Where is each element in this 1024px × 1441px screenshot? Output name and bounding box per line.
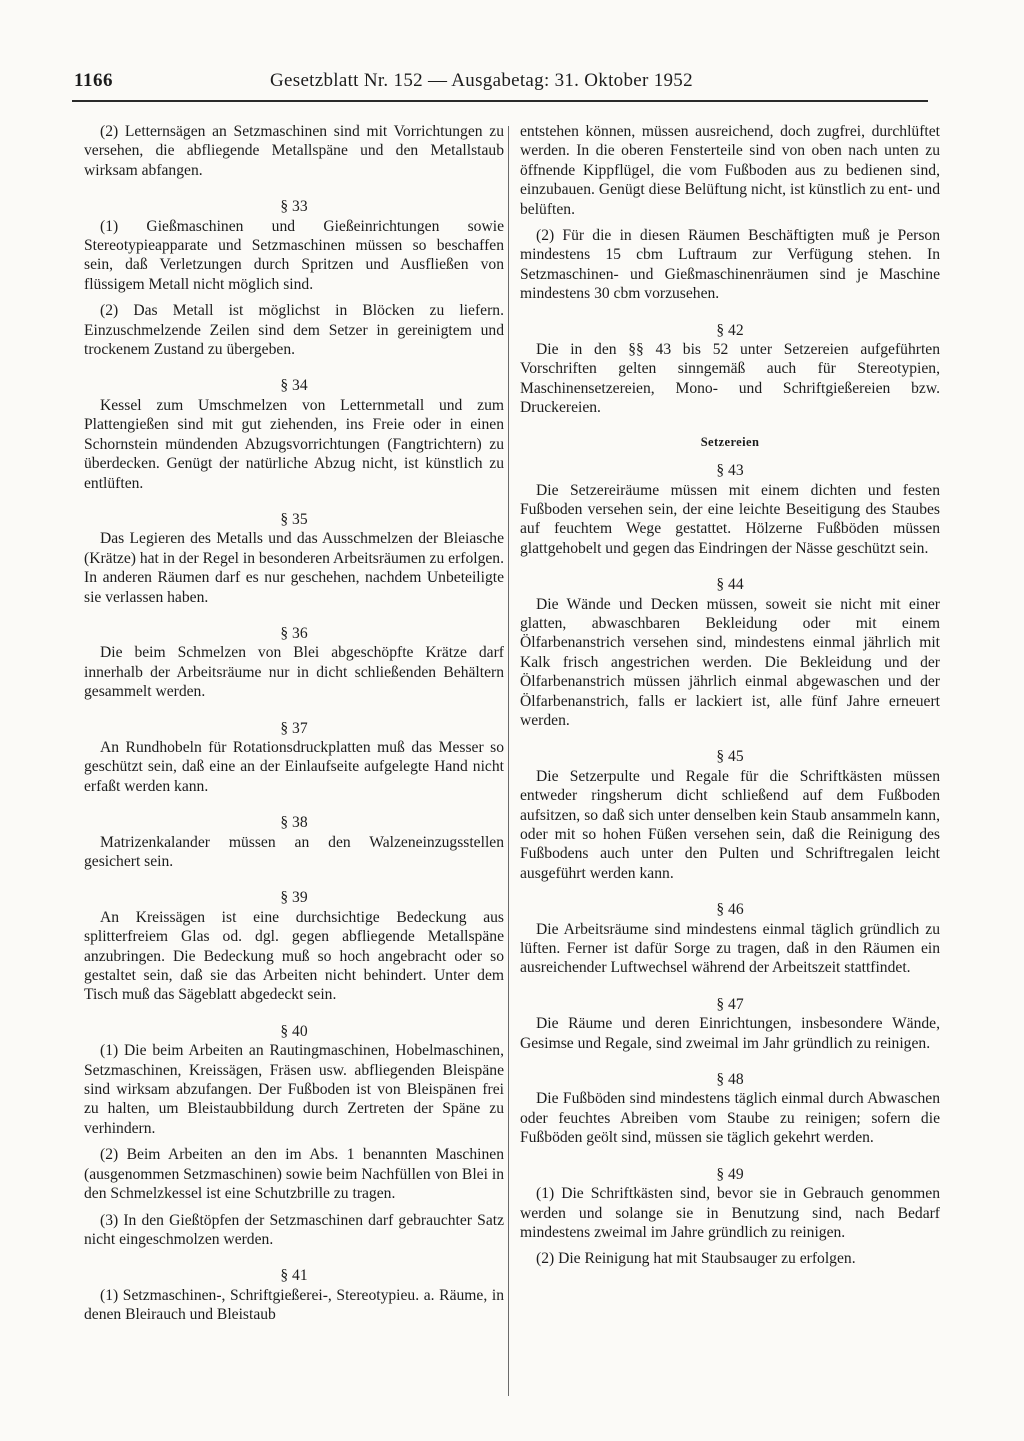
section-heading: § 48 bbox=[716, 1071, 744, 1089]
section-heading: § 49 bbox=[716, 1165, 744, 1183]
subheading: Setzereien bbox=[700, 434, 760, 449]
section-heading: § 47 bbox=[716, 995, 744, 1013]
paragraph: (2) Für die in diesen Räumen Beschäftigten muß je Person mindestens 15 cbm Luftraum zur Verfügung stehen. In Setzmaschinen- und Gießmaschinenräumen sind je Maschine mindestens 30 cbm vorzusehen. bbox=[520, 227, 940, 303]
paragraph: Die beim Schmelzen von Blei abgeschöpfte Krätze darf innerhalb der Arbeitsräume nur in dicht schließenden Behältern gesammelt werden. bbox=[84, 644, 504, 701]
section-heading: § 33 bbox=[280, 198, 308, 216]
left-column bbox=[84, 122, 504, 1325]
section-heading: § 46 bbox=[716, 901, 744, 919]
section-heading: § 37 bbox=[280, 719, 308, 737]
paragraph: entstehen können, müssen ausreichend, doch zugfrei, durchlüftet werden. In die oberen Fensterteile sind von oben nach unten zu öffnende Kippflügel, die vom Fußboden aus zu bedienen sind, einzubauen. Genügt diese Belüftung nicht, ist künstlich zu ent- und belüften. bbox=[520, 123, 940, 218]
paragraph: Die in den §§ 43 bis 52 unter Setzereien aufgeführten Vorschriften gelten sinngemäß auch für Stereotypien, Maschinensetzereien, Mono- und Schriftgießereien bzw. Druckereien. bbox=[520, 341, 940, 417]
paragraph: (1) Setzmaschinen-, Schriftgießerei-, Stereotypieu. a. Räume, in denen Bleirauch und Bleistaub bbox=[84, 1286, 504, 1324]
paragraph: Die Wände und Decken müssen, soweit sie nicht mit einer glatten, abwaschbaren Bekleidung oder mit einem Ölfarbenanstrich versehen sind, mindestens einmal jährlich mit Kalk frisch angestrichen werden. Die Bekleidung und der Ölfarbenanstrich müssen jährlich einmal abgewaschen und der Ölfarbenanstrich, falls er lackiert ist, alle fünf Jahre erneuert werden. bbox=[520, 595, 940, 729]
section-heading: § 34 bbox=[280, 377, 308, 395]
right-column bbox=[520, 122, 940, 1269]
gazette-title: Gesetzblatt Nr. 152 — Ausgabetag: 31. Oktober 1952 bbox=[270, 70, 693, 91]
page-number: 1166 bbox=[74, 70, 113, 91]
paragraph: Die Fußböden sind mindestens täglich einmal durch Abwaschen oder feuchtes Abreiben vom Staube zu reinigen; sofern die Fußböden geölt sind, müssen sie täglich gekehrt werden. bbox=[520, 1090, 940, 1147]
section-heading: § 42 bbox=[716, 321, 744, 339]
paragraph: (2) Letternsägen an Setzmaschinen sind mit Vorrichtungen zu versehen, die abfliegende Metallspäne und den Metallstaub wirksam abfangen. bbox=[84, 123, 504, 179]
section-heading: § 39 bbox=[280, 889, 308, 907]
paragraph: (1) Gießmaschinen und Gießeinrichtungen sowie Stereotypieapparate und Setzmaschinen müssen so beschaffen sein, daß Verletzungen durch Spritzen und Ausfließen von flüssigem Metall nicht möglich sind. bbox=[84, 217, 504, 293]
section-heading: § 36 bbox=[280, 624, 308, 642]
section-heading: § 45 bbox=[716, 748, 744, 766]
column-divider bbox=[508, 126, 509, 1396]
section-heading: § 44 bbox=[716, 576, 744, 594]
paragraph: Die Arbeitsräume sind mindestens einmal täglich gründlich zu lüften. Ferner ist dafür Sorge zu tragen, daß in den Räumen ein ausreichender Luftwechsel während der Arbeitszeit stattfindet. bbox=[520, 920, 940, 977]
paragraph: (2) Die Reinigung hat mit Staubsauger zu erfolgen. bbox=[536, 1250, 856, 1268]
paragraph: An Rundhobeln für Rotationsdruckplatten muß das Messer so geschützt sein, daß eine an der Einlaufseite aufgelegte Hand nicht erfaßt werden kann. bbox=[84, 738, 504, 795]
paragraph: (1) Die beim Arbeiten an Rautingmaschinen, Hobelmaschinen, Setzmaschinen, Kreissägen, Fräsen usw. abfliegenden Bleispäne sind wirksam abzufangen. Der Fußboden ist von Bleispänen frei zu halten, um Bleistaubbildung durch Zertreten der Späne zu verhindern. bbox=[84, 1042, 504, 1137]
paragraph: An Kreissägen ist eine durchsichtige Bedeckung aus splitterfreiem Glas od. dgl. gegen abfliegende Metallspäne anzubringen. Die Bedeckung muß so hoch angebracht oder so gestaltet sein, daß sie das Arbeiten nicht behindert. Unter dem Tisch muß das Sägeblatt abgedeckt sein. bbox=[84, 908, 504, 1004]
section-heading: § 41 bbox=[280, 1267, 308, 1285]
section-heading: § 43 bbox=[716, 462, 744, 480]
paragraph: (2) Beim Arbeiten an den im Abs. 1 benannten Maschinen (ausgenommen Setzmaschinen) sowie beim Nachfüllen von Blei in den Schmelzkessel ist eine Schutzbrille zu tragen. bbox=[84, 1146, 504, 1203]
paragraph: (2) Das Metall ist möglichst in Blöcken zu liefern. Einzuschmelzende Zeilen sind dem Setzer in gereinigtem und trockenem Zustand zu übergeben. bbox=[84, 302, 504, 359]
paragraph: Das Legieren des Metalls und das Ausschmelzen der Bleiasche (Krätze) hat in der Regel in besonderen Arbeitsräumen zu erfolgen. In anderen Räumen darf es nur geschehen, nachdem Unbeteiligte sie verlassen haben. bbox=[84, 530, 504, 606]
paragraph: Kessel zum Umschmelzen von Letternmetall und zum Plattengießen sind mit gut ziehenden, ins Freie oder in einen Schornstein mündenden Abzugsvorrichtungen (Fangtrichtern) zu überdecken. Genügt der natürliche Abzug nicht, ist künstlich zu entlüften. bbox=[84, 396, 504, 492]
paragraph: (3) In den Gießtöpfen der Setzmaschinen darf gebrauchter Satz nicht eingeschmolzen werden. bbox=[84, 1211, 504, 1248]
section-heading: § 38 bbox=[280, 814, 308, 832]
page-header bbox=[72, 70, 928, 102]
paragraph: Matrizenkalander müssen an den Walzeneinzugsstellen gesichert sein. bbox=[84, 833, 504, 870]
paragraph: Die Setzerpulte und Regale für die Schriftkästen müssen entweder ringsherum dicht schließend auf dem Fußboden aufsitzen, so daß sich unter denselben kein Staub ansammeln kann, oder mit so hohen Füßen versehen sein, daß die Reinigung des Fußbodens auch unter den Pulten und Schriftregalen leicht ausgeführt werden kann. bbox=[520, 767, 940, 882]
section-heading: § 35 bbox=[280, 510, 308, 528]
section-heading: § 40 bbox=[280, 1022, 308, 1040]
paragraph: Die Setzereiräume müssen mit einem dichten und festen Fußboden versehen sein, der eine leichte Beseitigung des Staubes auf feuchtem Wege gestattet. Hölzerne Fußböden müssen glattgehobelt und gegen das Eindringen der Nässe geschützt sein. bbox=[520, 481, 940, 557]
paragraph: Die Räume und deren Einrichtungen, insbesondere Wände, Gesimse und Regale, sind zweimal im Jahr gründlich zu reinigen. bbox=[520, 1015, 940, 1052]
paragraph: (1) Die Schriftkästen sind, bevor sie in Gebrauch genommen werden und solange sie in Benutzung sind, nach Bedarf mindestens zweimal im Jahre gründlich zu reinigen. bbox=[520, 1185, 940, 1241]
